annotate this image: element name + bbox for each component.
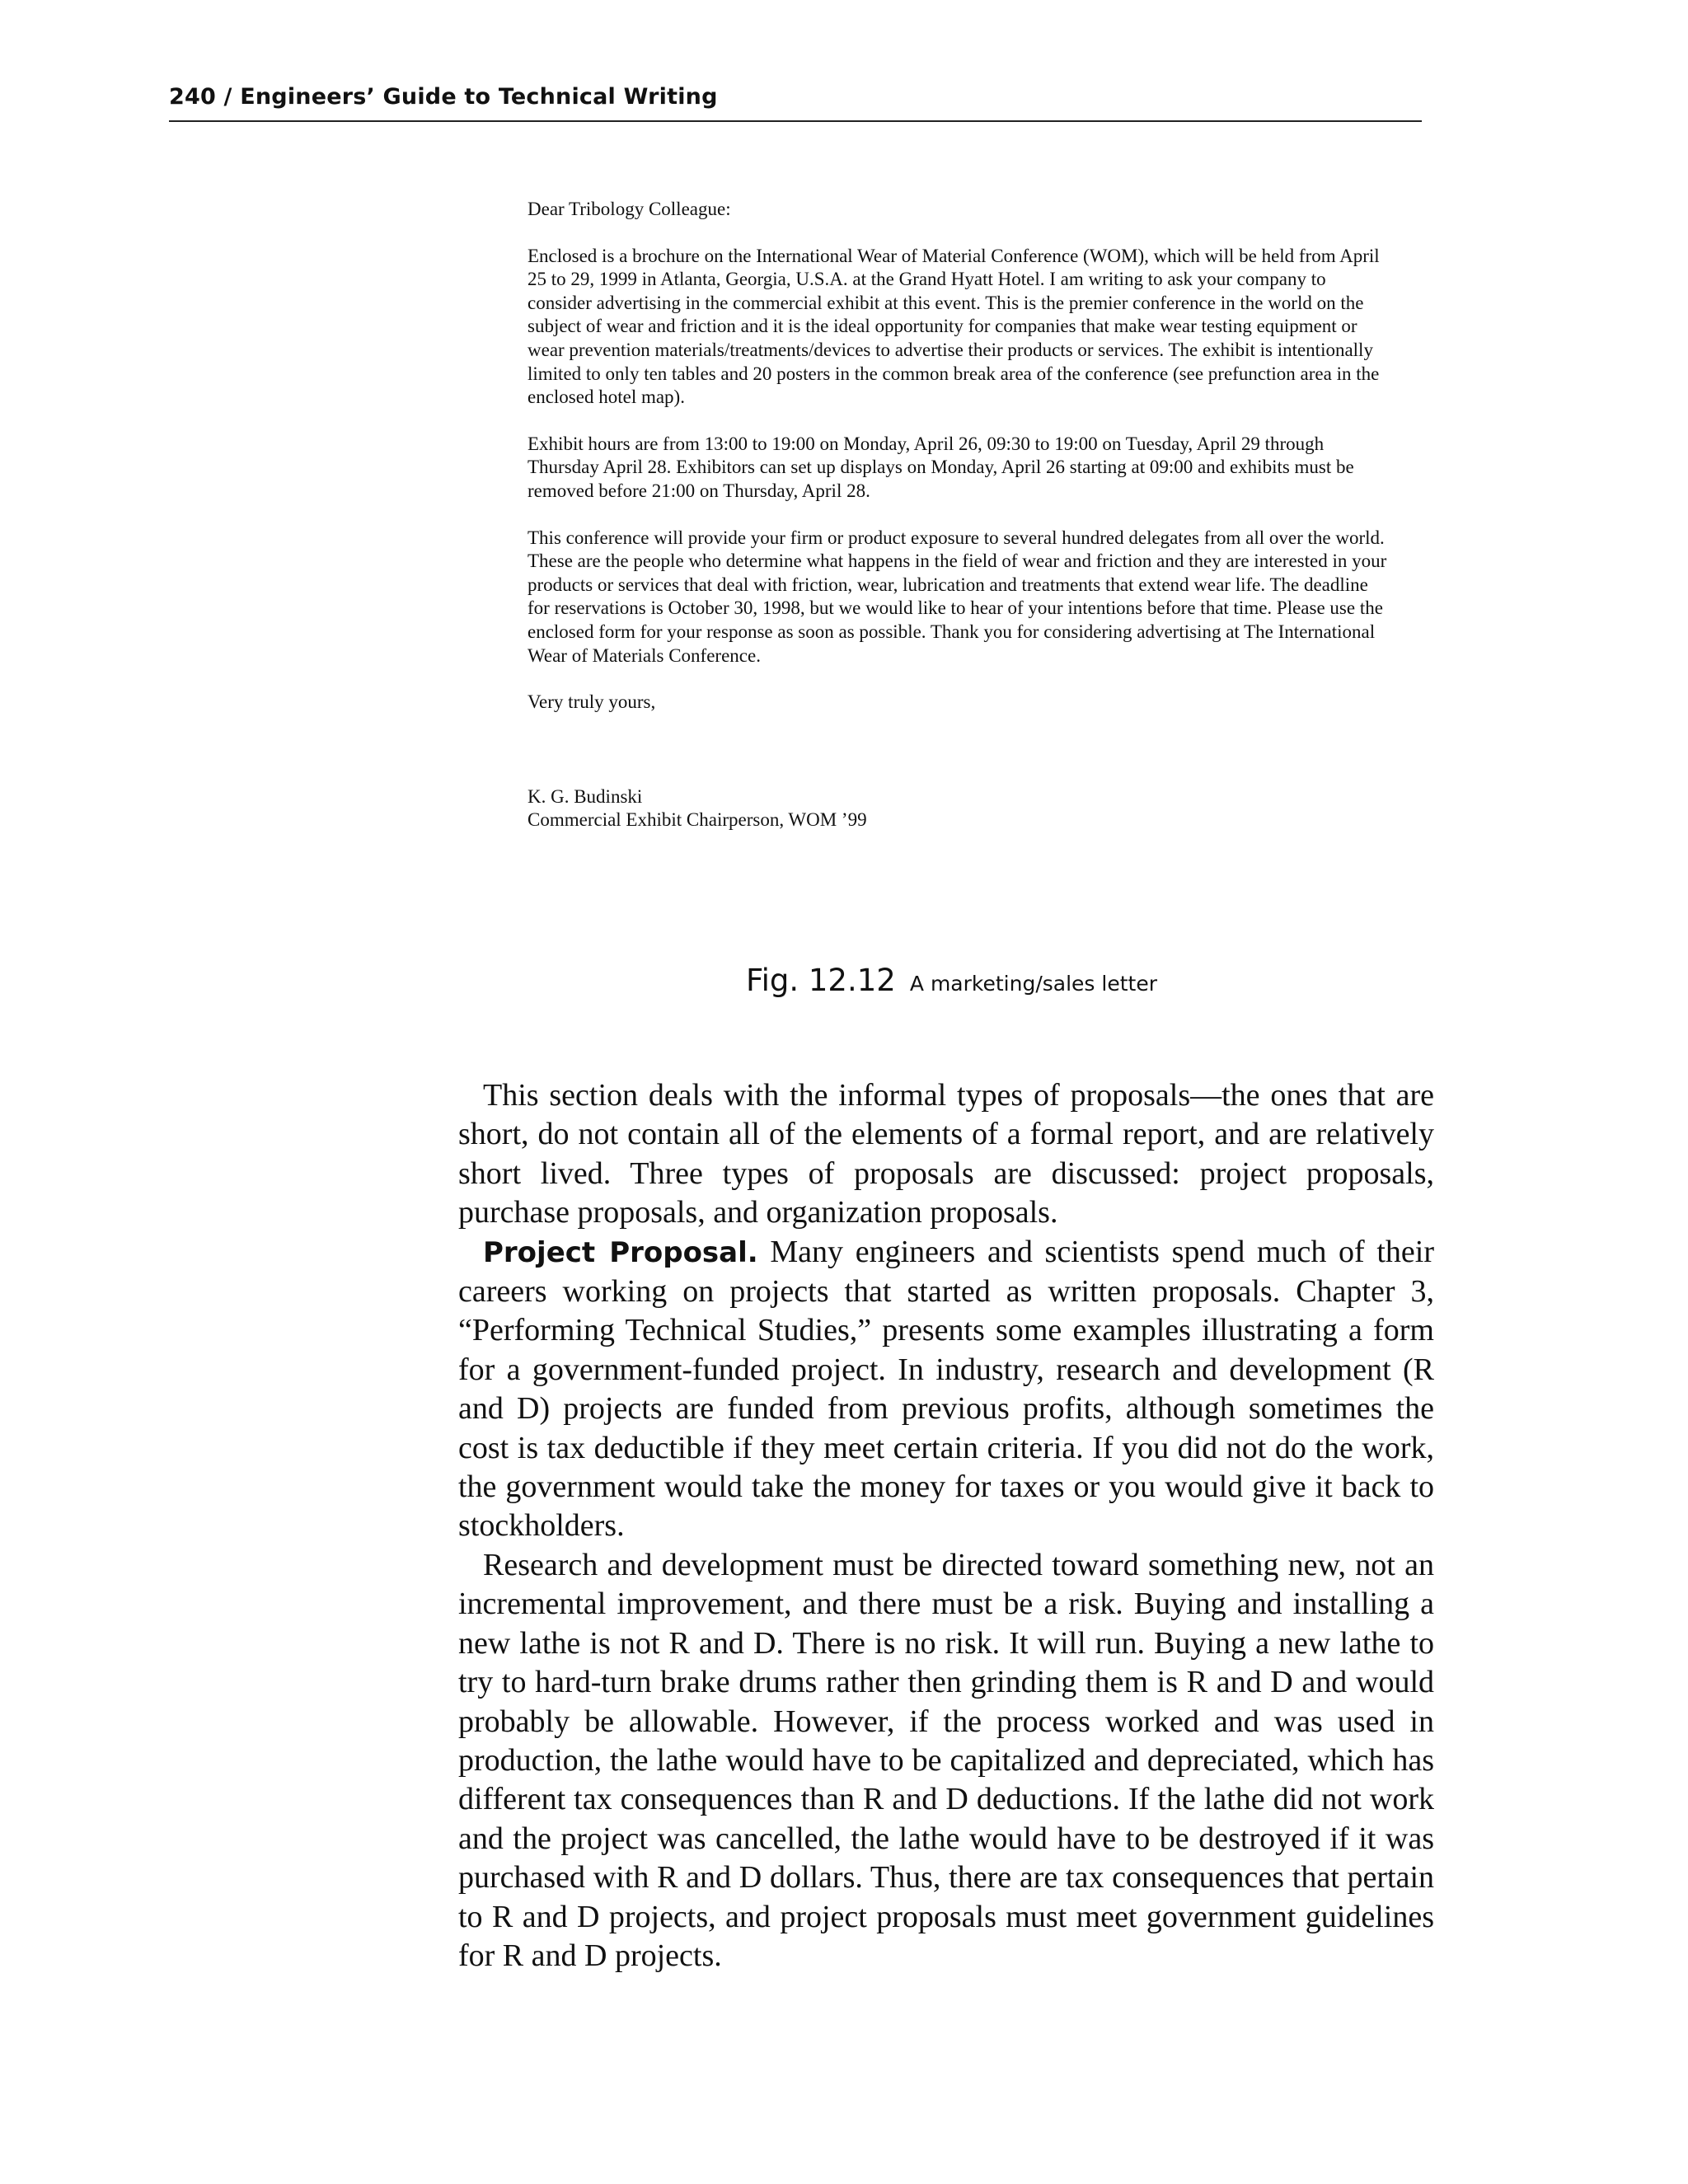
letter-salutation: Dear Tribology Colleague: xyxy=(528,199,731,219)
figure-caption-label: Fig. 12.12 xyxy=(746,963,896,998)
figure-caption xyxy=(746,963,1157,998)
letter-paragraph-1: Enclosed is a brochure on the International Wear of Material Conference (WOM), which will be held from April 25 to 29, 1999 in Atlanta, Georgia, U.S.A. at the Grand Hyatt Hotel. I am writing to ask your company to consider advertising in the commercial exhibit at this event. This is the premier conference in the world on the subject of wear and friction and it is the ideal opportunity for companies that make wear testing equipment or wear prevention materials/treatments/devices to advertise their products or services. The exhibit is intentionally limited to only ten tables and 20 posters in the common break area of the conference (see prefunction area in the enclosed hotel map). xyxy=(528,245,1380,408)
letter-paragraph-2: Exhibit hours are from 13:00 to 19:00 on Monday, April 26, 09:30 to 19:00 on Tuesday, April 29 through Thursday April 28. Exhibitors can set up displays on Monday, April 26 starting at 09:00 and exhibits must be removed before 21:00 on Thursday, April 28. xyxy=(528,433,1354,501)
letter-signer-title: Commercial Exhibit Chairperson, WOM ’99 xyxy=(528,809,867,831)
section-heading-project-proposal: Project Proposal. xyxy=(483,1235,758,1269)
letter-paragraph-3: This conference will provide your firm or product exposure to several hundred delegates from all over the world. These are the people who determine what happens in the field of wear and friction and they are interested in your products or services that deal with friction, wear, lubrication and treatments that extend wear life. The deadline for reservations is October 30, 1998, but we would like to hear of your intentions before that time. Please use the enclosed form for your response as soon as possible. Thank you for considering advertising at The International Wear of Materials Conference. xyxy=(528,527,1387,666)
figure-letter xyxy=(528,198,1389,832)
letter-signer-name: K. G. Budinski xyxy=(528,785,643,807)
body-text xyxy=(458,1076,1434,1975)
running-header xyxy=(169,81,1422,122)
running-head-text: 240 / Engineers’ Guide to Technical Writing xyxy=(169,84,718,110)
body-paragraph-2-text: Many engineers and scientists spend much of their careers working on projects that started as written proposals. Chapter 3, “Performing Technical Studies,” presents some examples illustrating a form for a government-funded project. In industry, research and development (R and D) projects are funded from previous profits, although sometimes the cost is tax deductible if they meet certain criteria. If you did not do the work, the government would take the money for taxes or you would give it back to stockholders. xyxy=(458,1234,1434,1544)
figure-caption-title: A marketing/sales letter xyxy=(909,972,1157,996)
letter-closing: Very truly yours, xyxy=(528,691,656,713)
body-paragraph-2 xyxy=(458,1233,1434,1546)
body-paragraph-3: Research and development must be directed toward something new, not an incremental improvement, and there must be a risk. Buying and installing a new lathe is not R and D. There is no risk. It will run. Buying a new lathe to try to hard-turn brake drums rather then grinding them is R and D and would probably be allowable. However, if the process worked and was used in production, the lathe would have to be capitalized and depreciated, which has different tax consequences than R and D deductions. If the lathe did not work and the project was cancelled, the lathe would have to be destroyed if it was purchased with R and D dollars. Thus, there are tax consequences that pertain to R and D projects, and project proposals must meet government guidelines for R and D projects. xyxy=(458,1547,1434,1973)
body-paragraph-1: This section deals with the informal types of proposals—the ones that are short, do not contain all of the elements of a formal report, and are relatively short lived. Three types of proposals are discussed: project proposals, purchase proposals, and organization proposals. xyxy=(458,1078,1434,1230)
